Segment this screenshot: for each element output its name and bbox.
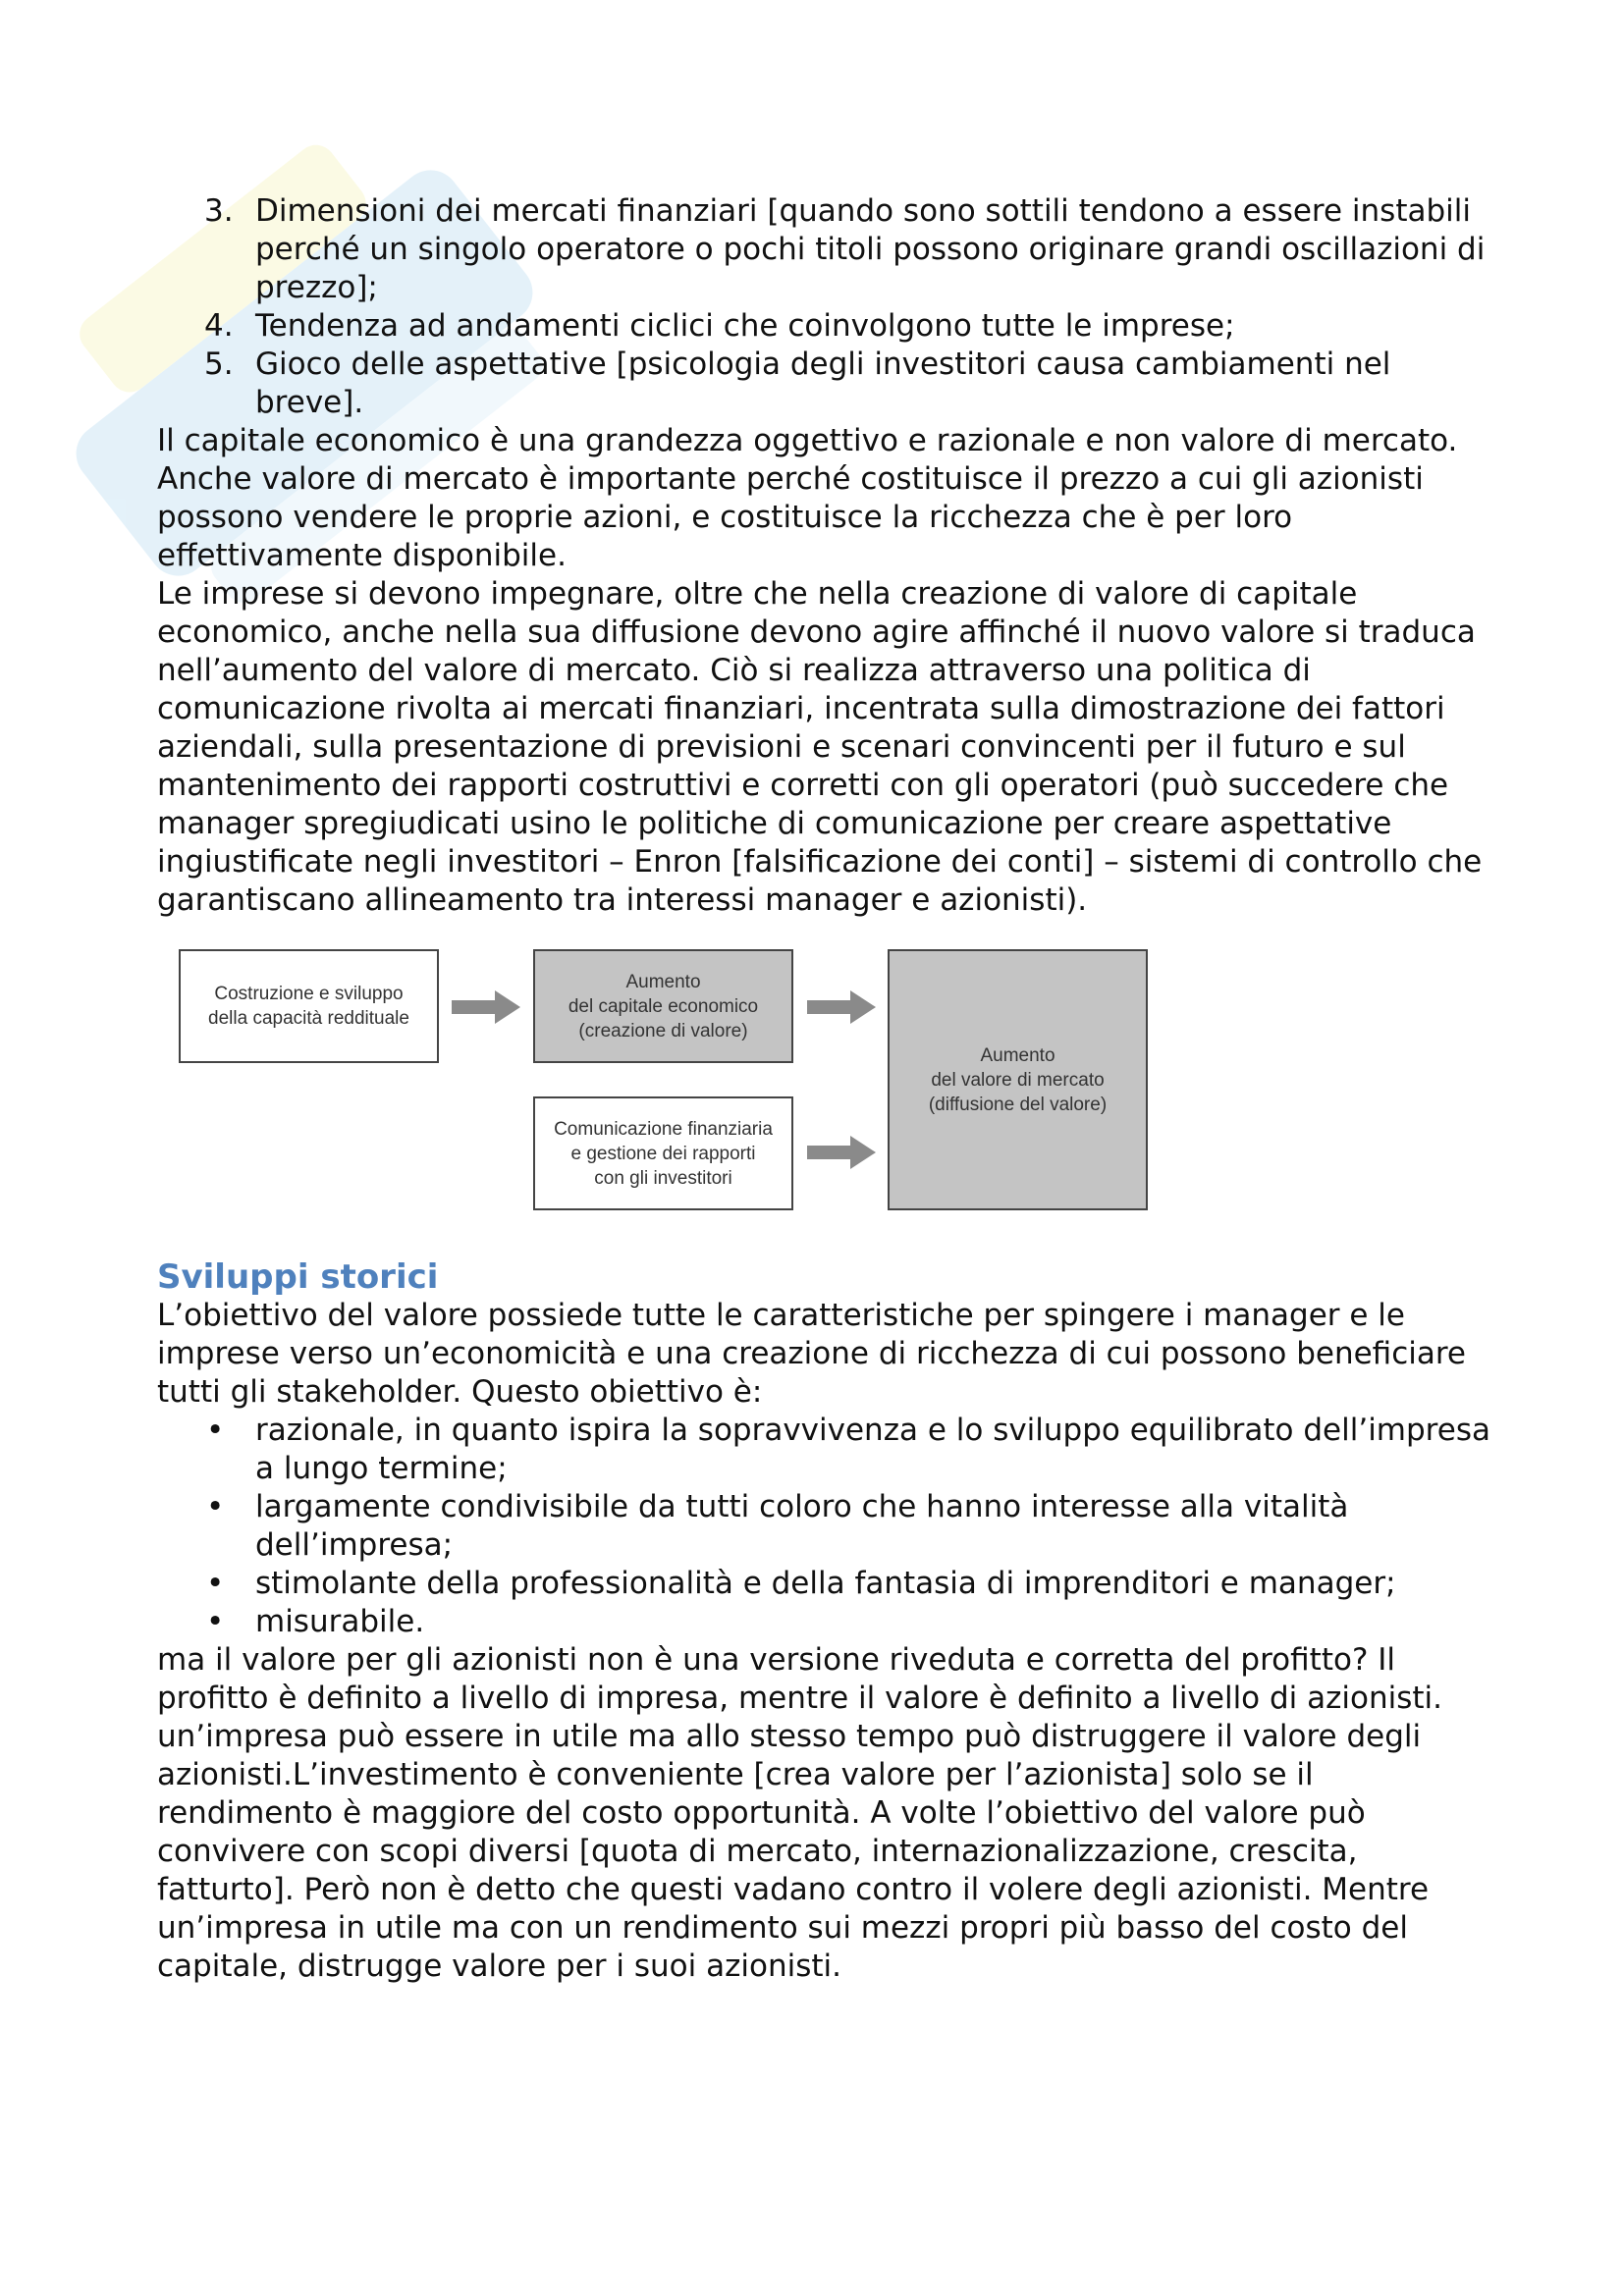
diagram-box-label: Comunicazione finanziaria e gestione dei rapporti con gli investitori bbox=[554, 1118, 773, 1189]
list-item: • largamente condivisibile da tutti coloro che hanno interesse alla vitalità dell’impresa; bbox=[255, 1488, 1492, 1565]
value-diagram bbox=[157, 939, 1492, 1214]
diagram-box-communication bbox=[533, 1096, 793, 1210]
arrow-right-icon bbox=[807, 1136, 876, 1169]
diagram-box-label: Aumento del valore di mercato (diffusione del valore) bbox=[928, 1044, 1108, 1115]
document-page bbox=[157, 192, 1492, 1986]
arrow-right-icon bbox=[452, 990, 520, 1024]
list-item: • misurabile. bbox=[255, 1603, 1492, 1641]
list-item: Tendenza ad andamenti ciclici che coinvolgono tutte le imprese; bbox=[255, 308, 1235, 344]
diagram-box-label: Aumento del capitale economico (creazione di valore) bbox=[568, 971, 759, 1041]
diagram-box-capacity bbox=[179, 949, 439, 1063]
arrow-right-icon bbox=[807, 990, 876, 1024]
diagram-box-economic-capital bbox=[533, 949, 793, 1063]
diagram-box-label: Costruzione e sviluppo della capacità reddituale bbox=[208, 984, 409, 1029]
list-item: • razionale, in quanto ispira la sopravvivenza e lo sviluppo equilibrato dell’impresa a lungo termine; bbox=[255, 1412, 1492, 1488]
bullet-list bbox=[157, 1412, 1492, 1641]
section-heading: Sviluppi storici bbox=[157, 1257, 439, 1297]
numbered-list bbox=[157, 192, 1492, 422]
paragraph: L’obiettivo del valore possiede tutte le caratteristiche per spingere i manager e le imprese verso un’economicità e una creazione di ricchezza di cui possono beneficiare tutti gli stakeholder. Questo obiettivo è: bbox=[157, 1298, 1466, 1410]
paragraph: Il capitale economico è una grandezza oggettivo e razionale e non valore di mercato. Anche valore di mercato è importante perché costituisce il prezzo a cui gli azionisti possono vendere le proprie azioni, e costituisce la ricchezza che è per loro effettivamente disponibile. bbox=[157, 423, 1458, 573]
list-item: • stimolante della professionalità e della fantasia di imprenditori e manager; bbox=[255, 1565, 1492, 1603]
list-item: Dimensioni dei mercati finanziari [quando sono sottili tendono a essere instabili perché un singolo operatore o pochi titoli possono originare grandi oscillazioni di prezzo]; bbox=[255, 193, 1486, 305]
paragraph: ma il valore per gli azionisti non è una versione riveduta e corretta del profitto? Il profitto è definito a livello di impresa, mentre il valore è definito a livello di azionisti. un’impresa può essere in utile ma allo stesso tempo può distruggere il valore degli azionisti.L’investimento è conveniente [crea valore per l’azionista] solo se il rendimento è maggiore del costo opportunità. A volte l’obiettivo del valore può convivere con scopi diversi [quota di mercato, internazionalizzazione, crescita, fatturto]. Però non è detto che questi vadano contro il volere degli azionisti. Mentre un’impresa in utile ma con un rendimento sui mezzi propri più basso del costo del capitale, distrugge valore per i suoi azionisti. bbox=[157, 1642, 1443, 1984]
diagram-box-market-value bbox=[888, 949, 1148, 1210]
paragraph: Le imprese si devono impegnare, oltre che nella creazione di valore di capitale economico, anche nella sua diffusione devono agire affinché il nuovo valore si traduca nell’aumento del valore di mercato. Ciò si realizza attraverso una politica di comunicazione rivolta ai mercati finanziari, incentrata sulla dimostrazione dei fattori aziendali, sulla presentazione di previsioni e scenari convincenti per il futuro e sul mantenimento dei rapporti costruttivi e corretti con gli operatori (può succedere che manager spregiudicati usino le politiche di comunicazione per creare aspettative ingiustificate negli investitori – Enron [falsificazione dei conti] – sistemi di controllo che garantiscano allineamento tra interessi manager e azionisti). bbox=[157, 576, 1483, 918]
list-item: Gioco delle aspettative [psicologia degli investitori causa cambiamenti nel breve]. bbox=[255, 347, 1391, 420]
